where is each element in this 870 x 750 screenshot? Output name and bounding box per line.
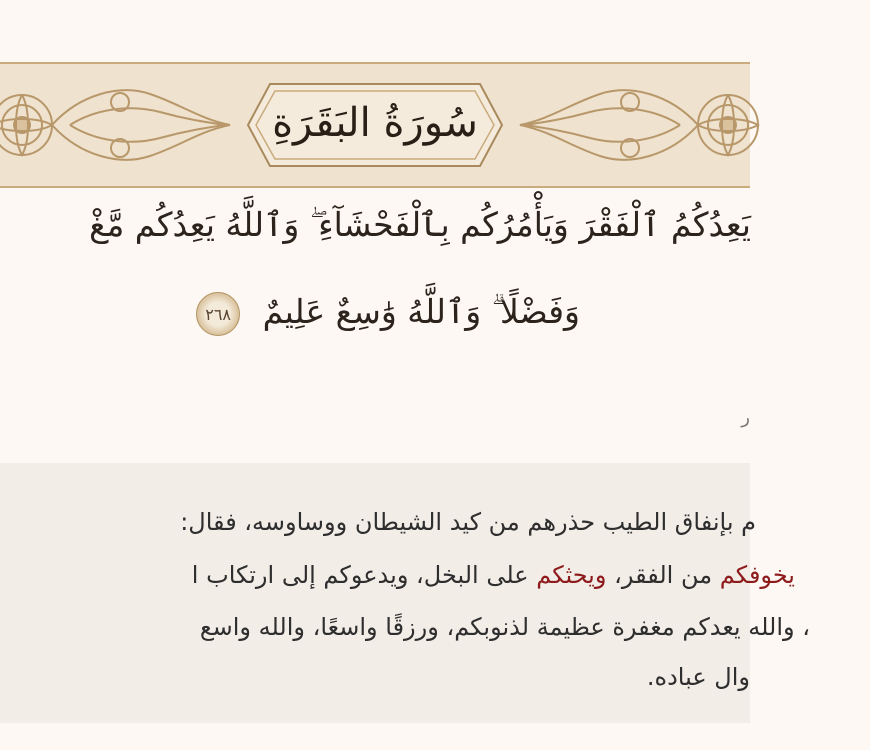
tafsir-highlight-1: يخوفكم xyxy=(719,561,795,589)
tafsir-line-2 xyxy=(192,561,795,589)
tafsir-highlight-2: ويحثكم xyxy=(536,561,607,589)
verse-line-2 xyxy=(196,292,580,336)
verse-line-1: يَعِدُكُمُ ٱلْفَقْرَ وَيَأْمُرُكُم بِٱلْفَحْشَآءِ ۖ وَٱللَّهُ يَعِدُكُم مَّغْ xyxy=(89,205,751,244)
ayah-number-badge[interactable]: ٢٦٨ xyxy=(196,292,240,336)
tafsir-line-1: م بإنفاق الطيب حذرهم من كيد الشيطان ووساوسه، فقال: xyxy=(180,508,756,536)
tafsir-line-4: وال عباده. xyxy=(646,663,750,691)
tafsir-panel xyxy=(0,463,810,723)
surah-title-cartouche xyxy=(248,84,502,162)
tafsir-text-1: من الفقر، xyxy=(606,561,720,589)
tafsir-text-2: على البخل، ويدعوكم إلى ارتكاب ا xyxy=(191,561,537,589)
edge-text: ر xyxy=(741,407,750,428)
verse-line-2-text: وَفَضْلًا ۗ وَٱللَّهُ وَٰسِعٌ عَلِيمٌ xyxy=(262,292,580,331)
surah-header-banner xyxy=(0,62,750,188)
surah-title: سُورَةُ البَقَرَةِ xyxy=(272,100,478,146)
tafsir-line-3: ، والله يعدكم مغفرة عظيمة لذنوبكم، ورزقًا واسعًا، والله واسع xyxy=(199,613,810,641)
